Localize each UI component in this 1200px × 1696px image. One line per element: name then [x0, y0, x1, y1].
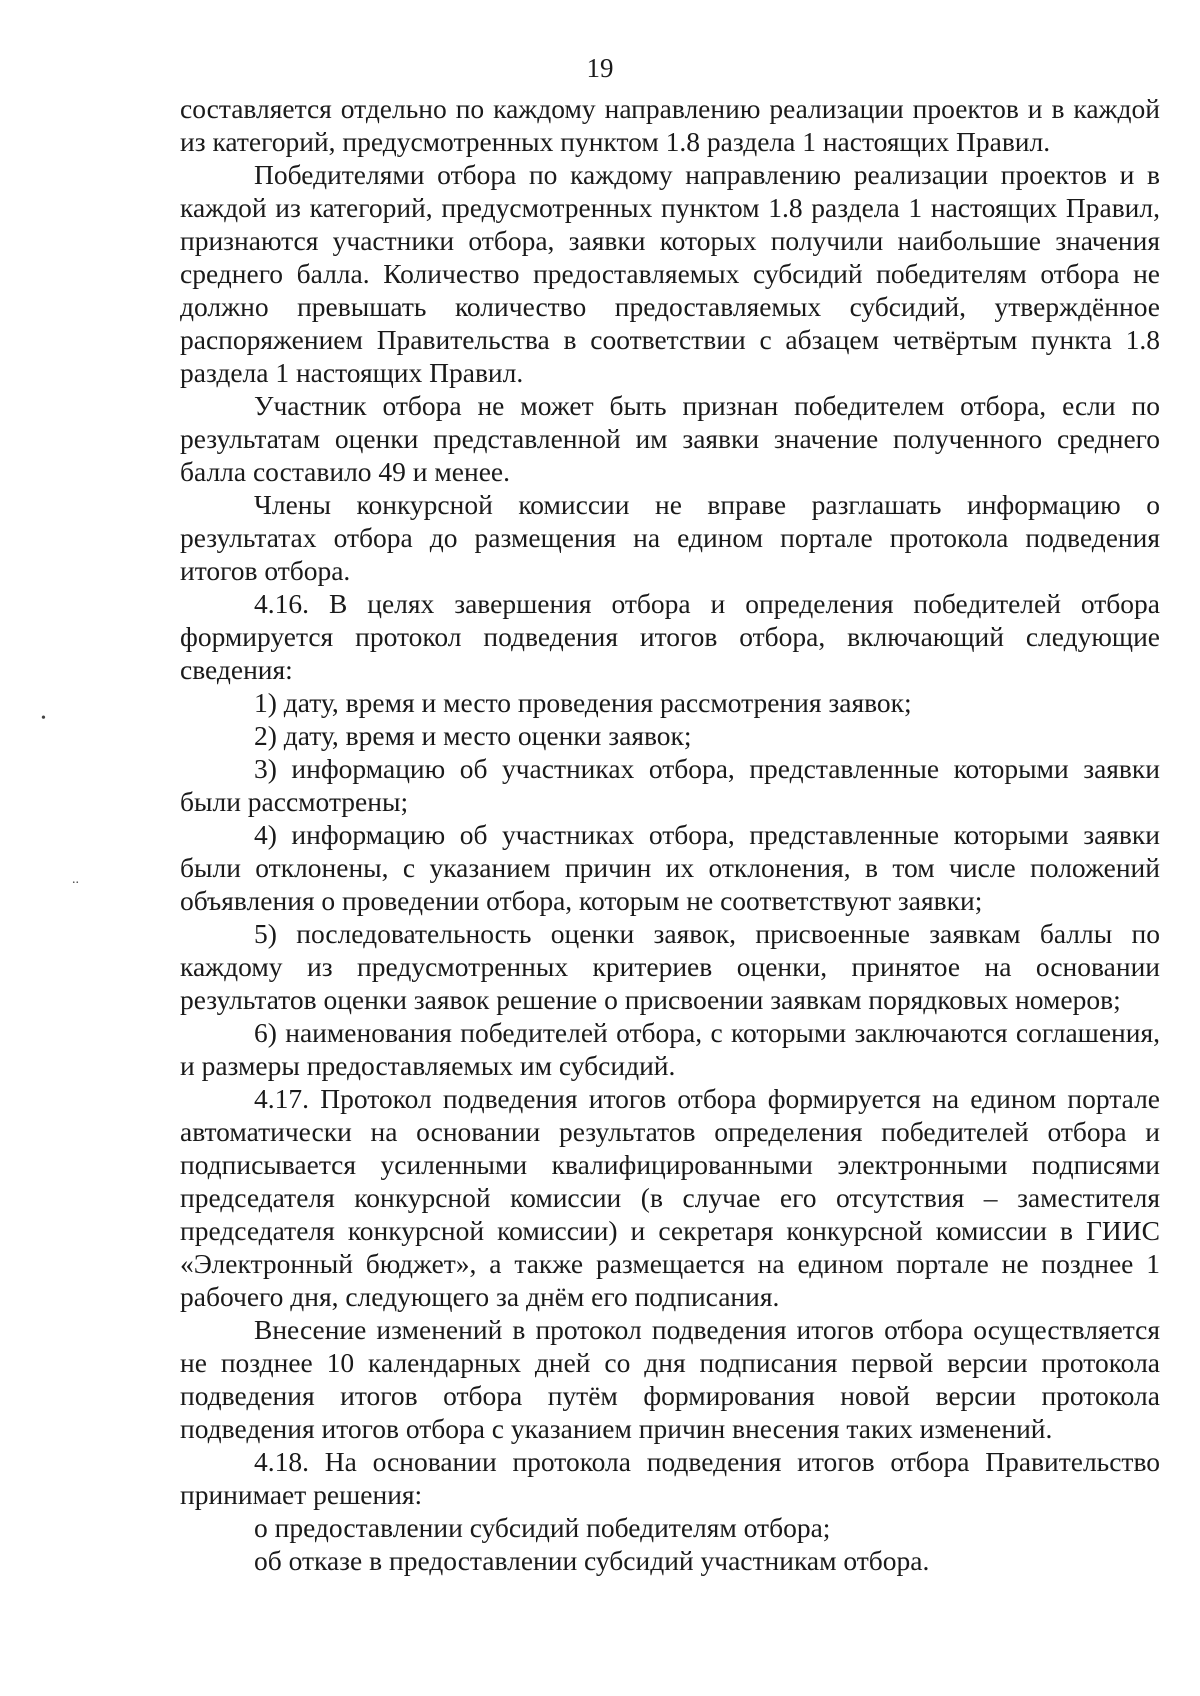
paragraph-winners: Победителями отбора по каждому направлению реализации проектов и в каждой из категорий, предусмотренных пунктом 1.8 раздела 1 настоящих Правил, признаются участники отбора, заявки которых получили наибольшие значения среднего балла. Количество предоставляемых субсидий победителям отбора не должно превышать количество предоставляемых субсидий, утверждённое распоряжением Правительства в соответствии с абзацем четвёртым пункта 1.8 раздела 1 настоящих Правил. — [180, 159, 1160, 388]
paragraph-participant-threshold: Участник отбора не может быть признан победителем отбора, если по результатам оценки представленной им заявки значение полученного среднего балла составило 49 и менее. — [180, 390, 1160, 487]
decision-item-refusal: об отказе в предоставлении субсидий участникам отбора. — [254, 1545, 930, 1576]
paragraph-protocol-changes: Внесение изменений в протокол подведения итогов отбора осуществляется не позднее 10 календарных дней со дня подписания первой версии протокола подведения итогов отбора путём формирования новой версии протокола подведения итогов отбора с указанием причин внесения таких изменений. — [180, 1314, 1160, 1444]
list-item-5: 5) последовательность оценки заявок, присвоенные заявкам баллы по каждому из предусмотренных критериев оценки, принятое на основании результатов оценки заявок решение о присвоении заявкам порядковых номеров; — [180, 918, 1160, 1015]
list-item-2: 2) дату, время и место оценки заявок; — [254, 720, 692, 751]
list-item-3: 3) информацию об участниках отбора, представленные которыми заявки были рассмотрены; — [180, 753, 1160, 817]
paragraph-continuation: составляется отдельно по каждому направлению реализации проектов и в каждой из категорий, предусмотренных пунктом 1.8 раздела 1 настоящих Правил. — [180, 93, 1160, 157]
clause-4-18: 4.18. На основании протокола подведения итогов отбора Правительство принимает решения: — [180, 1446, 1160, 1510]
list-item-4: 4) информацию об участниках отбора, представленные которыми заявки были отклонены, с указанием причин их отклонения, в том числе положений объявления о проведении отбора, которым не соответствуют заявки; — [180, 819, 1160, 916]
paragraph-commission-members: Члены конкурсной комиссии не вправе разглашать информацию о результатах отбора до размещения на едином портале протокола подведения итогов отбора. — [180, 489, 1160, 586]
decision-item-grant: о предоставлении субсидий победителям отбора; — [254, 1512, 831, 1543]
scan-speck: • — [41, 711, 46, 726]
list-item-6: 6) наименования победителей отбора, с которыми заключаются соглашения, и размеры предоставляемых им субсидий. — [180, 1017, 1160, 1081]
scan-speck: .. — [72, 872, 79, 887]
clause-4-16: 4.16. В целях завершения отбора и определения победителей отбора формируется протокол подведения итогов отбора, включающий следующие сведения: — [180, 588, 1160, 685]
clause-4-17: 4.17. Протокол подведения итогов отбора формируется на едином портале автоматически на основании результатов определения победителей отбора и подписывается усиленными квалифицированными электронными подписями председателя конкурсной комиссии (в случае его отсутствия – заместителя председателя конкурсной комиссии) и секретаря конкурсной комиссии в ГИИС «Электронный бюджет», а также размещается на едином портале не позднее 1 рабочего дня, следующего за днём его подписания. — [180, 1083, 1160, 1312]
list-item-1: 1) дату, время и место проведения рассмотрения заявок; — [254, 687, 912, 718]
document-body — [180, 92, 1160, 1577]
page-number: 19 — [586, 53, 614, 83]
